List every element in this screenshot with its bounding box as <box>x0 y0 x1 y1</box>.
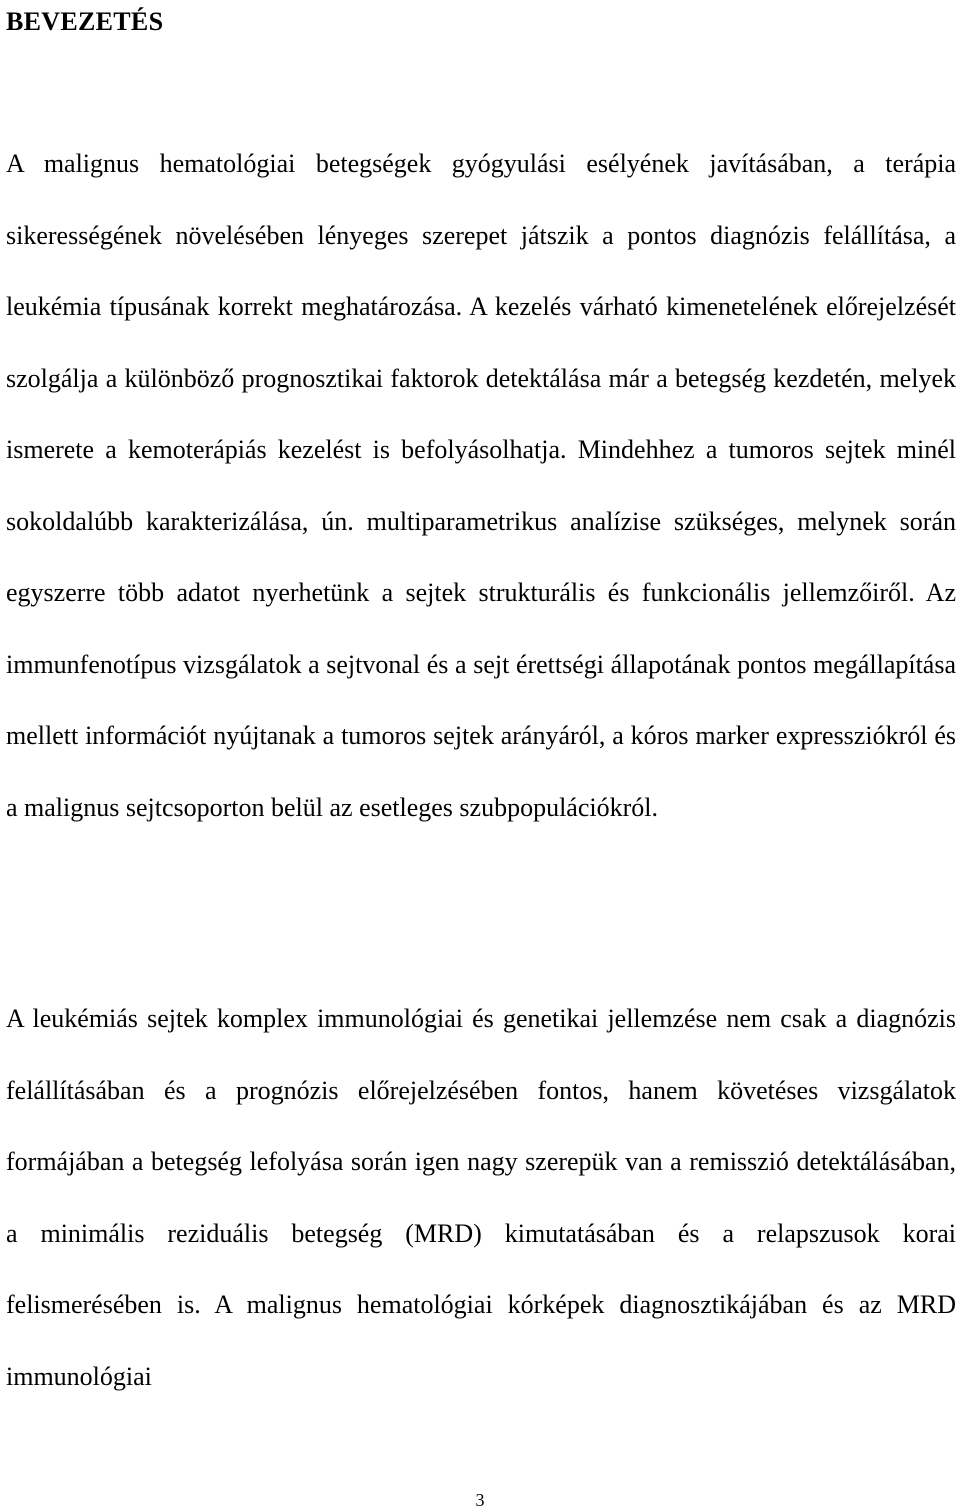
paragraph-2: A leukémiás sejtek komplex immunológiai és genetikai jellemzése nem csak a diagnózis felállításában és a prognózis előrejelzésében fontos, hanem követéses vizsgálatok formájában a betegség lefolyása során igen nagy szerepük van a remisszió detektálásában, a minimális reziduális betegség (MRD) kimutatásában és a relapszusok korai felismerésében is. A malignus hematológiai kórképek diagnosztikájában és az MRD immunológiai <box>6 1004 956 1391</box>
paragraph-1: A malignus hematológiai betegségek gyógyulási esélyének javításában, a terápia sikerességének növelésében lényeges szerepet játszik a pontos diagnózis felállítása, a leukémia típusának korrekt meghatározása. A kezelés várható kimenetelének előrejelzését szolgálja a különböző prognosztikai faktorok detektálása már a betegség kezdetén, melyek ismerete a kemoterápiás kezelést is befolyásolhatja. Mindehhez a tumoros sejtek minél sokoldalúbb karakterizálása, ún. multiparametrikus analízise szükséges, melynek során egyszerre több adatot nyerhetünk a sejtek strukturális és funkcionális jellemzőiről. Az immunfenotípus vizsgálatok a sejtvonal és a sejt érettségi állapotának pontos megállapítása mellett információt nyújtanak a tumoros sejtek arányáról, a kóros marker expressziókról és a malignus sejtcsoporton belül az esetleges szubpopulációkról. <box>6 149 956 822</box>
page-number: 3 <box>475 1490 485 1510</box>
section-heading: BEVEZETÉS <box>6 7 164 36</box>
